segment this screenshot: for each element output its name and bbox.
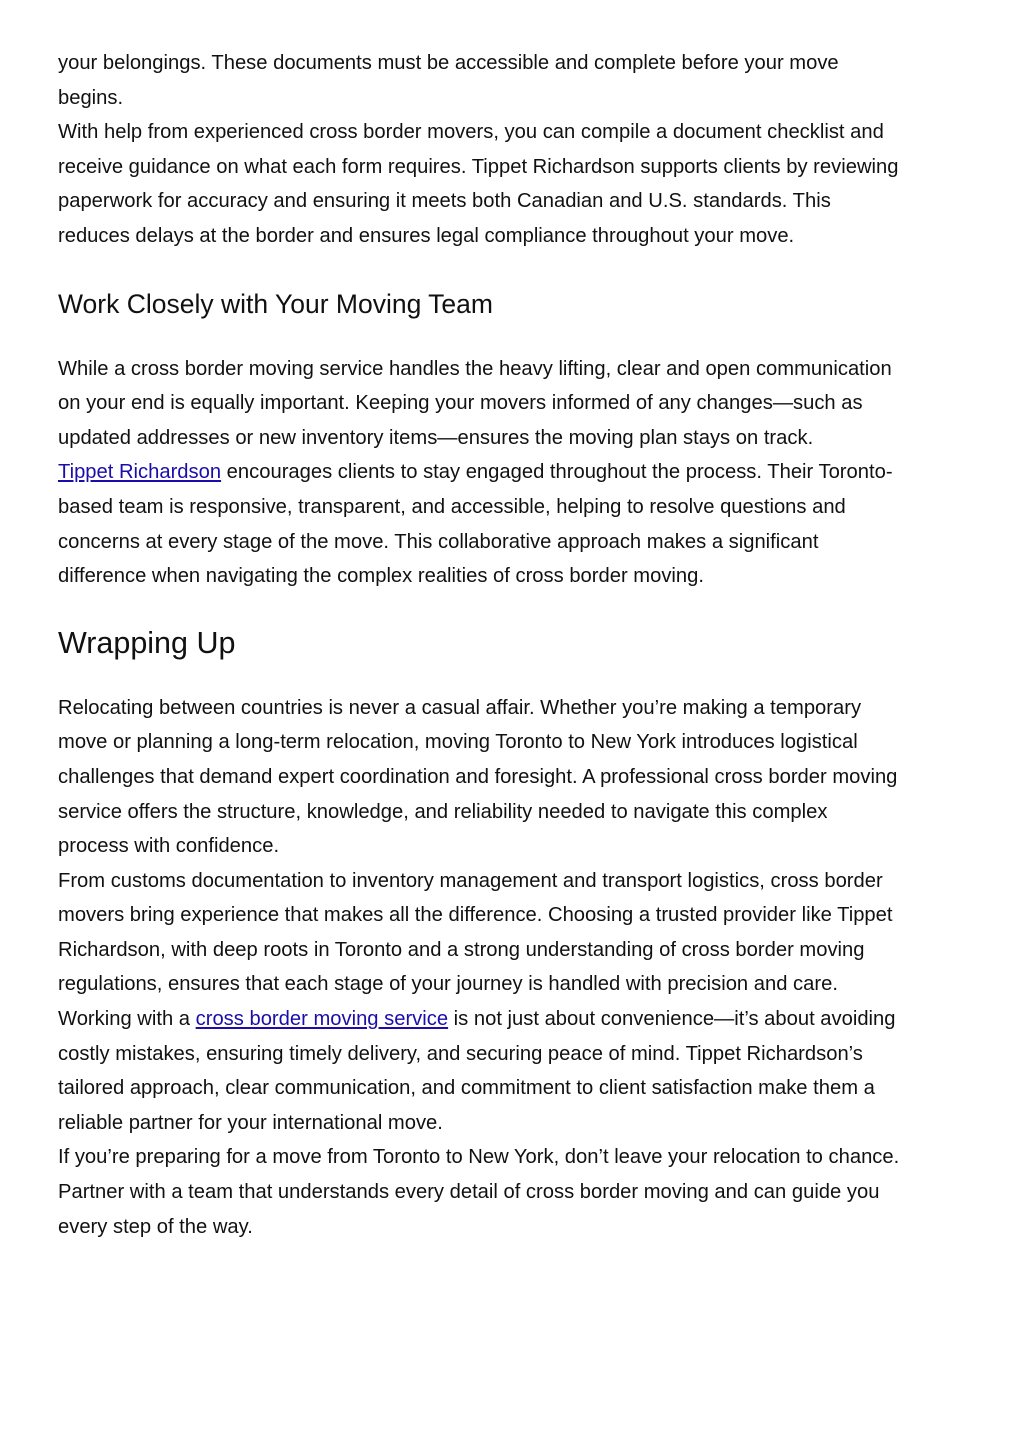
paragraph-line: reduces delays at the border and ensures legal compliance throughout your move. xyxy=(58,224,795,247)
paragraph-line: Partner with a team that understands every detail of cross border moving and can guide you xyxy=(58,1181,880,1204)
paragraph-line: receive guidance on what each form requires. Tippet Richardson supports clients by reviewing xyxy=(58,155,899,178)
tippet-richardson-link[interactable]: Tippet Richardson xyxy=(58,461,222,484)
paragraph-line: based team is responsive, transparent, and accessible, helping to resolve questions and xyxy=(58,495,846,518)
paragraph-line: your belongings. These documents must be accessible and complete before your move xyxy=(58,52,839,74)
paragraph-line: on your end is equally important. Keeping your movers informed of any changes—such as xyxy=(58,392,863,415)
paragraph-line: costly mistakes, ensuring timely delivery, and securing peace of mind. Tippet Richardson’s xyxy=(58,1042,863,1065)
section-wrapping-up xyxy=(58,691,970,1245)
paragraph-line: process with confidence. xyxy=(58,835,280,858)
link-line-suffix: is not just about convenience—it’s about avoiding xyxy=(448,1008,896,1031)
link-line-prefix: Working with a xyxy=(58,1008,196,1031)
paragraph-line: updated addresses or new inventory items—ensures the moving plan stays on track. xyxy=(58,426,814,449)
paragraph-line: paperwork for accuracy and ensuring it meets both Canadian and U.S. standards. This xyxy=(58,190,831,213)
paragraph-line: service offers the structure, knowledge, and reliability needed to navigate this complex xyxy=(58,800,828,823)
paragraph-line: From customs documentation to inventory management and transport logistics, cross border xyxy=(58,869,883,892)
paragraph-line: movers bring experience that makes all the difference. Choosing a trusted provider like Tippet xyxy=(58,904,893,927)
section-heading-moving-team: Work Closely with Your Moving Team xyxy=(58,288,493,319)
document-body xyxy=(58,46,970,1244)
paragraph-line: reliable partner for your international move. xyxy=(58,1111,443,1134)
cross-border-moving-service-link[interactable]: cross border moving service xyxy=(195,1008,449,1031)
paragraph-line: If you’re preparing for a move from Toronto to New York, don’t leave your relocation to chance. xyxy=(58,1146,900,1169)
paragraph-line: tailored approach, clear communication, and commitment to client satisfaction make them a xyxy=(58,1077,875,1100)
paragraph-line: concerns at every stage of the move. This collaborative approach makes a significant xyxy=(58,530,819,553)
section-moving-team xyxy=(58,352,970,594)
paragraph-line: regulations, ensures that each stage of your journey is handled with precision and care. xyxy=(58,973,838,996)
section-heading-wrapping-up: Wrapping Up xyxy=(58,625,236,660)
paragraph-line: every step of the way. xyxy=(58,1215,253,1238)
paragraph-line: challenges that demand expert coordination and foresight. A professional cross border moving xyxy=(58,765,898,788)
paragraph-line: Relocating between countries is never a casual affair. Whether you’re making a temporary xyxy=(58,696,862,719)
paragraph-line: While a cross border moving service handles the heavy lifting, clear and open communication xyxy=(58,357,892,380)
paragraph-line: Richardson, with deep roots in Toronto and a strong understanding of cross border moving xyxy=(58,938,865,961)
paragraph-line: begins. xyxy=(58,86,124,109)
paragraph-line: move or planning a long-term relocation, moving Toronto to New York introduces logistical xyxy=(58,731,858,754)
paragraph-line: difference when navigating the complex realities of cross border moving. xyxy=(58,565,704,588)
paragraph-line: With help from experienced cross border movers, you can compile a document checklist and xyxy=(58,121,884,144)
section-documents xyxy=(58,46,970,254)
paragraph-line-with-link xyxy=(58,1002,970,1037)
paragraph-line-with-link xyxy=(58,455,970,490)
link-line-text: encourages clients to stay engaged throughout the process. Their Toronto- xyxy=(221,461,893,484)
